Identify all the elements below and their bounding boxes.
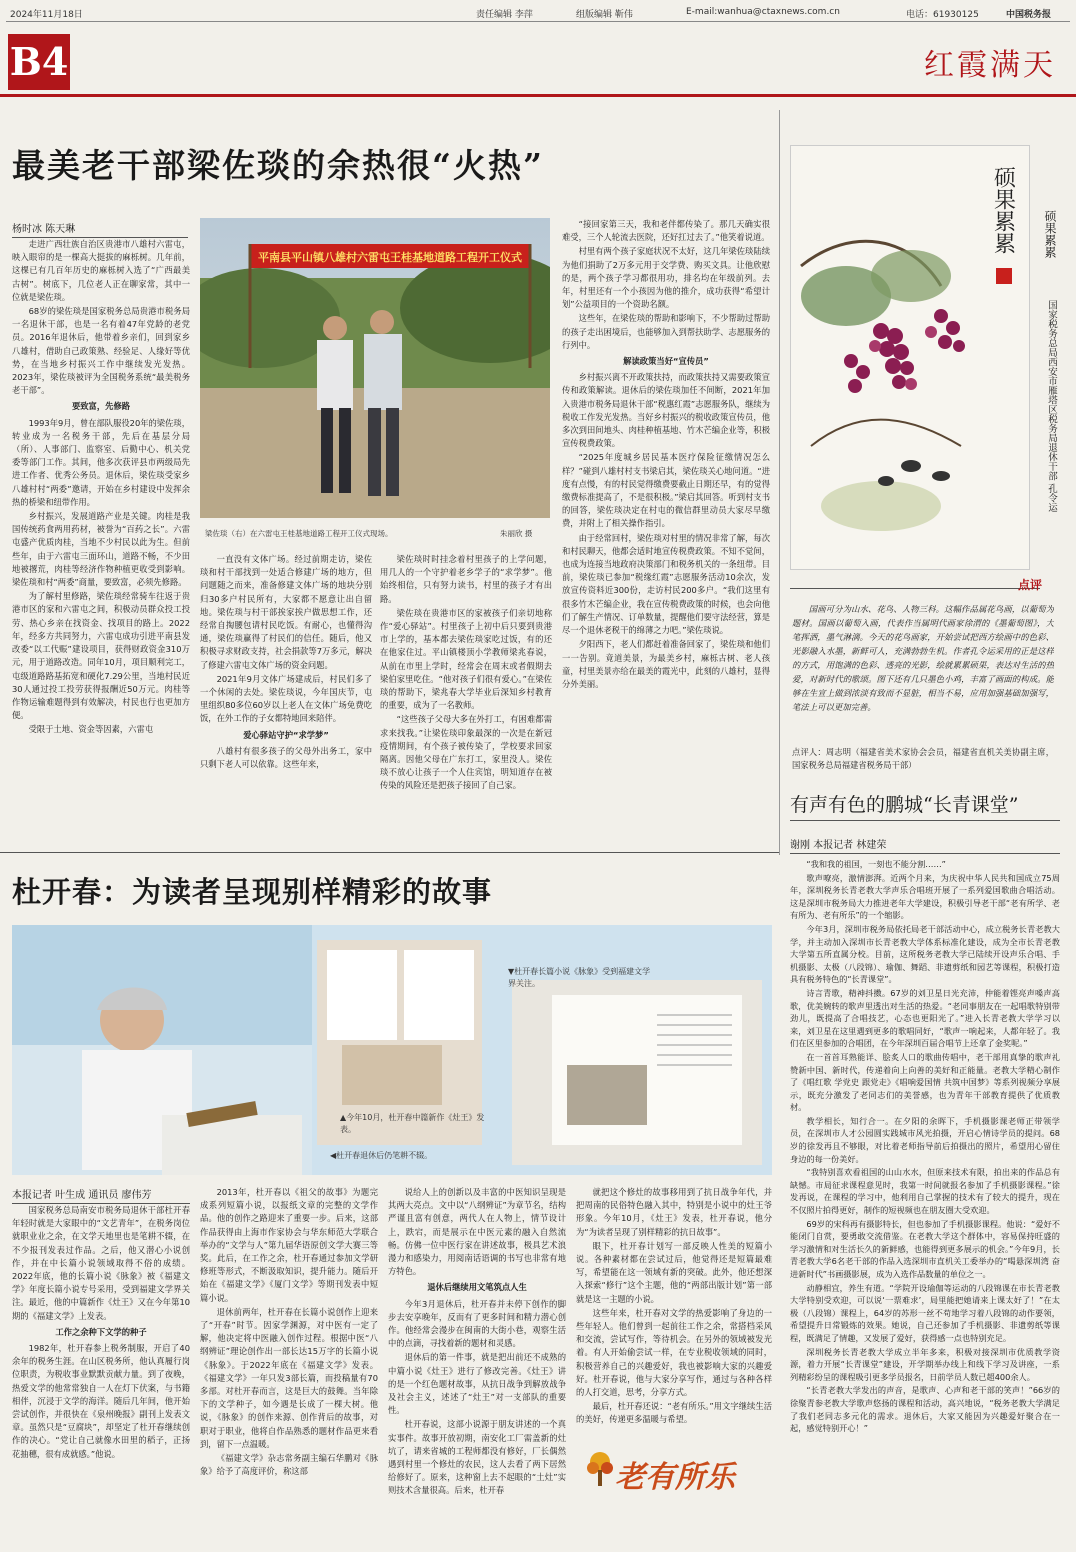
article2-column-1: 国家税务总局南安市税务局退休干部杜开春年轻时就是大家眼中的“文艺青年”，在税务岗位就职业业之余，在文学天地里也是笔耕不辍，在不少报刊发表过作品。之后，他又潜心小说创作，并在中长篇小说领域取得不俗的成绩。2022年底，他的长篇小说《脉象》被《福建文学》年度长篇小说专号采用，受到福建文学界关注。最近，他的中篇新作《灶王》又在今年第10期的《福建文学》上发表。 工作之余种下文学的种子 1982年，杜开春参上税务制服，开启了40余年的税务生涯。在山区税务所，他认真履行岗位职责，为税收事业默默贡献力量。到了夜晚，热爱文学的他常常独自一人在灯下伏案，与书籍相伴，沉浸于文学的海洋。随后几年间，他开始尝试创作，并很快在《泉州晚报》副刊上发表文章。虽然只是“豆腐块”，却坚定了杜开春继续创作的决心。“党让自己就像水田里的稻子，正扬花抽穗，很有成就感。”他说。 (12, 1205, 190, 1459)
article2-column-2: 2013年，杜开春以《祖父的故事》为题完成系列短篇小说，以报纸文章的完整的文学作品。他的创作之路迎来了重要一步。后来，这部作品获得由上海市作家协会与华东师范大学联合举办的“文学与人”第九届华语原创文学大赛三等奖。此后，在工作之余，杜开春通过参加文学研修班等形式，不断汲取知识，提升能力。随后开始在《福建文学》《厦门文学》等期刊发表中短篇小说。 退休前两年，杜开春在长篇小说创作上迎来了“开春”时节。因家学渊源，对中医有一定了解，他决定将中医融入创作过程。根据中医“八纲辨证”理论创作出一部长达15万字的长篇小说《脉象》。于2022年底在《福建文学》发表。《福建文学》一年只发3部长篇，而投稿量有70多部。对杜开春而言，这是巨大的鼓舞。当年除下的文学种子，如今遇是长成了一棵大树。他说，《脉象》的创作来源、创作背后的故事，对职对于职业，他将自作品熟悉的题材作品更来看到，留下一点温暖。 《福建文学》杂志常务副主编石华鹏对《脉象》给予了高度评价，称这部 (200, 1187, 378, 1477)
layout-editor: 组版编辑 靳伟 (576, 10, 633, 20)
paper-name: 中国税务报 (1006, 10, 1052, 20)
page-number-badge: B4 (8, 34, 70, 90)
article1-column-4: “接回家第三天，我和老伴都传染了。那几天确实很难受，三个人轮流去医院，还好扛过去了。”他笑着说道。 村里有两个孩子家庭状况不太好，这几年梁佐琰陆续为他们捐助了2万多元用于交学费、购买文具。让他欣慰的是，两个孩子学习都很用功，排名均在年级前列。去年，村里还有一个小孩因为他的推介，成功获得“希望计划”公益项目的一个资助名额。 这些年，在梁佐琰的帮助和影响下，不少帮助过帮助的孩子走出困境后，也能够加入到帮扶助学、志愿服务的行列中。 解读政策当好“宣传员” 乡村振兴离不开政策扶持，而政策扶持又需要政策宣传和政策解读。退休后的梁佐琰加任不间断，2021年加入贵港市税务局退休干部“税惠红霞”志愿服务队，继续为税收工作发光发热。当好乡村振兴的税收政策宣传员，他多次到田间地头、肉桂种植基地、竹木芒编企业等，积极宣传税费政策。 “2025年度城乡居民基本医疗保险征缴情况怎么样？”碰到八雄村村支书梁启其，梁佐琰关心地问道。“进度有点慢，有的村民觉得缴费要截止日期还早，有的觉得缴费标准提高了，不是很积极。”梁启其回答。听到村支书的回答，梁佐琰决定在村屯的微信群里动员大家尽早缴费，并附上了相关操作指引。 由于经常回村，梁佐琰对村里的情况非常了解，每次和村民聊天，他都会适时地宣传税费政策。不知不觉间，也成为连接当地政府决策部门和税务机关的一条纽带。目前，梁佐琰已参加“税缘红霞”志愿服务活动10余次，发放宣传资料近300份，走访村民200多户。“我们这里有很多竹木芒编企业，我在宣传税费政策的时候，也会向他们了解生产情况、订单数量，提醒他们要守法经营，算是尽一个退休老税干的绵薄之力吧。”梁佐琰说。 夕阳西下，老人们都赶着准备回家了，梁佐琰和他们一一告别。竟道美景，为最美乡村，麻栎古树、老人孩童，村里美景亦给在最美的霞光中，此刻的八雄村，显得分外美丽。 (562, 219, 770, 689)
article2-column-4: 就把这个修灶的故事移用到了抗日战争年代，并把周南的民俗特色融入其中，特别是小说中的灶王爷形象。今年10月，《灶王》发表，杜开春说，他分为“为读者呈现了别样精彩的抗日故事”。 眼下，杜开春计划写一部反映人性美的短篇小说。各种素材都在尝试过后，他觉得还是短篇最难写，希望能在这一领域有新的突破。此外，他还想深入探索“修行”这个主题，他的“两部出版计划”第一部就是这一主题的小说。 这些年来，杜开春对文学的热爱影响了身边的一些年轻人。他们曾到一起前往工作之余，常搭档采风和交流，尝试写作，等待机会。在另外的领域被发光着。有人开始偷尝试一样，在专业税收领域的同时，积极营养自己的兴趣爱好，我也被影响大家的兴趣爱好。杜开春说，他与大家分享写作，通过与各种各样的人打交道，思考，分享方式。 最后，杜开春还说：“老有所乐。”用文字继续生活的美好，传递更多温暖与希望。 (576, 1187, 772, 1425)
painting-image (790, 145, 1030, 570)
article1-title: 最美老干部梁佐琰的余热很“火热” (12, 146, 544, 185)
article2-title: 杜开春：为读者呈现别样精彩的故事 (12, 875, 493, 909)
section-divider (0, 852, 779, 853)
subheading: 退休后继续用文笔筑点人生 (427, 1282, 527, 1293)
article1-byline: 杨时冰 陈天琳 (12, 220, 188, 238)
article2-column-3: 说给人上的创新以及丰富的中医知识呈现是其两大亮点。文中以“八纲辨证”为章节名，结构严谨且富有创意，两代人在人物上，情节设计上，跌宕，而是展示在中医元素的融入自然流畅。仿佛一位中医行家在讲述故事，极具艺术浪漫力和感染力，用阅南话语调的书写也非常有地方特色。 退休后继续用文笔筑点人生 今年3月退休后，杜开春并未停下创作的脚步去安享晚年，反而有了更多时间和精力潜心创作。他经常会漫步在闽南的大街小巷，观察生活中的点滴，寻找着新的题材和灵感。 退休后的第一件事，就是把出前还不成熟的中篇小说《灶王》进行了修改完善。《灶王》讲的是一个红色题材故事，从抗日战争到解放战争及社会主义，述述了“灶王”对一支部队的重要性。 杜开春说，这部小说源于朋友讲述的一个真实事件。故事开放初期，南安化工厂需盖新的灶坑了，请来省城的工程师都没有修好，厂长偶然遇到村里一个修灶的农民，这人去看了两下居然给修好了。原来，这种窗上去不起眼的“土灶”实则技术含量很高。后来，杜开春 (388, 1187, 566, 1496)
ceremony-photo-illustration (200, 218, 550, 518)
article2-photo-collage (12, 925, 772, 1175)
subheading: 要致富，先修路 (71, 401, 131, 412)
commentary-tag: 点评 (1018, 578, 1043, 592)
article1-column-1: 走进广西壮族自治区贵港市八雄村六雷屯，映入眼帘的是一棵高大挺拔的麻栎树。几年前，这棵已有几百年历史的麻栎树入选了“广西最美古树”。树底下，几位老人正在聊家常，其中一位就是梁佐琰。 68岁的梁佐琰是国家税务总局贵港市税务局一名退休干部，也是一名有着47年党龄的老党员。2016年退休后，他带着乡亲们，回到家乡八雄村，借助自己政策熟、经验足、人缘好等优势，在当地乡村振兴工作中继续发光发热。2023年，梁佐琰被评为全国税务系统“最美税务老干部”。 要致富，先修路 1993年9月，曾在部队服役20年的梁佐琰，转业成为一名税务干部，先后在基层分局（所）、人事部门、监察室、后勤中心、机关党委等部门工作。其间，他多次获评县市两级局先进工作者、优秀公务员。退休后，梁佐琰受家乡八雄村村“两委”邀请，开始在乡村建设中发挥余热的桥梁和纽带作用。 乡村振兴，发展道路产业是关键。肉桂是我国传统药食两用药材，被誉为“百药之长”。六雷屯盛产优质肉桂，当地不少村民以此为生。但前些年，由于六雷屯三面环山，道路不畅，不少田地被撂荒，肉桂等经济作物种植更收受到影响。梁佐琰和村“两委”商量，要致富，必须先修路。 为了解村里修路，梁佐琰经常骑车往返于贵港市区的家和六雷屯之间，积极动员群众投工投劳、热心乡亲在找资金、找项目的路上。2022年，经多方共同努力，六雷屯成功引进平南县发改委“以工代赈”建设项目，获得财政资金310万元，用于道路改造。同年10月，项目顺利完工，屯级道路路基拓宽和硬化7.29公里，当地村民近30人通过投工投劳获得报酬近50万元。肉桂等作物运输难题得到有效解决，村民也行也更加方便。 受限于土地、资金等因素，六雷屯 (12, 239, 190, 735)
commentary-rule (790, 588, 1040, 589)
tree-logo-icon (585, 1450, 615, 1488)
article1-column-2: 一直没有文体广场。经过前期走访，梁佐琰和村干部找到一处适合修建广场的地方，但问题随之而来，准备修建文体广场的地块分别归30多户村民所有，大家都不愿意让出自留地。梁佐琰与村干部挨家挨户做思想工作，还经常自掏腰包请村民吃饭。有耐心，也懂得沟通，梁佐琰赢得了村民们的信任。随后，他又积极寻求财政支持，社会捐款等7万多元，解决了修建六雷屯文体广场的资金问题。 2021年9月文体广场建成后，村民们多了一个休闲的去处。梁佐琰说，今年国庆节，屯里组织80多位60岁以上老人在文体广场免费吃饭，在外工作的子女都特地回来陪伴。 爱心驿站守护“求学梦” 八雄村有很多孩子的父母外出务工，家中只剩下老人可以依靠。这些年来， (200, 554, 372, 770)
subheading: 解读政策当好“宣传员” (623, 356, 709, 367)
phone: 电话：61930125 (906, 10, 979, 20)
article3-byline: 谢刚 本报记者 林建荣 (790, 836, 1060, 854)
grape-painting-illustration (791, 146, 1031, 571)
section-title: 红霞满天 (924, 48, 1056, 83)
article1-photo-credit: 朱丽欣 摄 (500, 529, 533, 538)
subheading: 爱心驿站守护“求学梦” (243, 729, 329, 740)
commentary-text: 国画可分为山水、花鸟、人物三科。这幅作品属花鸟画，以葡萄为题材。国画以葡萄入画，代表作当属明代画家徐渭的《墨葡萄图》，大笔挥洒，墨气淋漓。今天的花鸟画家，开始尝试把西方绘画中的色彩、光影融入水墨，新鲜可人，充满勃勃生机。作者孔令运采用的正是这样的方式，用饱满的色彩、透亮的光影，绘就累累硕果，表达对生活的热爱，对新时代的歌颂。图下还有几只墨色小鸡，丰富了画面的构成。能够在生宣上做到浓淡有致而不显脏，相当不易，应用加强基础加强写，笔法上可以更加完善。 (792, 604, 1054, 712)
article3-body: “我和我的祖国，一刻也不能分割……” 歌声嘹亮，激情澎湃。近两个月来，为庆祝中华人民共和国成立75周年，深圳税务长青老教大学声乐合唱班开展了一系列爱国歌曲合唱活动。这是深圳市税务局大力推进老年大学建设，积极引导老干部“老有所学、老有所为、老有所乐”的一个缩影。 今年3月，深圳市税务局依托局老干部活动中心，成立税务长青老教大学，并主动加入深圳市长青老教大学体系标准化建设，成为全市长青老教大学第五所直属分校。目前，这所税务老教大学已陆续开设声乐合唱、手机摄影、太极（八段锦）、瑜伽、舞蹈、非遗剪纸和园艺等课程，积极打造具有税务特色的“长青课堂”。 诗言青歌，精神抖擞。67岁的刘卫星日光充沛，仲能着铿亮声嗓声高歌，优美婉转的歌声里透出对生活的热爱。“老同事朋友在一起唱歌特别带劲儿，既提高了合唱技艺，心态也更阳光了。”进入长青老教大学学习以来，刘卫星在这里遇到更多的歌唱同好，“歌声一响起来，人都年轻了。我们在区里参加的合唱团，在今年深圳百届合唱节上还拿了金奖呢。” 在一首首耳熟能详、脍炙人口的歌曲传唱中，老干部用真挚的歌声礼赞新中国、新时代，传递着向上向善的美好和正能量。老教大学精心制作了《唱红歌 学党史 跟党走》《唱响爱国情 共筑中国梦》等系列视频分享展示，既充分激发了老同志们的美誉感，也为青年干部教育提供了优质教材。 教学相长，知行合一。在夕阳的余晖下，手机摄影课老师正带领学员，在深圳市人才公园圆实践城市风光拍摄，开启心情诗学员的提问。68岁的徐发再且不够眼，对比着老师指导前后拍摄出的照片，希望用心留住身边的每一份美好。 “我特别喜欢看祖国的山山水水，但原来技术有限，拍出来的作品总有缺憾。市局征求课程意见时，我第一时间就报名参加了手机摄影课程。”徐发再说，在课程的学习中，他利用自己掌握的技术有了较大的提升，现在不仅照片拍得更好，制作的短视频也在朋友圈大受欢迎。 69岁的宋科再有摄影特长，但也参加了手机摄影课程。他说：“爱好不能闭门自赏，要勇敢交流借鉴。在老教大学这个群体中，容易保持旺盛的学习激情和对生活长久的新鲜感，也能得到更多展示的机会。”今年9月，长青老教大学6名老干部的作品入选深圳市直机关工委举办的“喝悬深圳湾 奋进新时代”书画摄影展，成为入选作品数量的单位之一。 动静相宜，养生有道。“学院开设瑜伽等运动的八段锦课在市长青老教大学特别受欢迎，可以说‘一票难求’，局里能把她请来上课太好了！”在太极（八段锦）课程上，64岁的苏形一丝不苟地学习着八段锦的动作要领，希望提升日常锻炼的效果。她说，自己还参加了手机摄影、非遗剪纸等课程，既满足了情趣，又发展了爱好，获得感一点也特别充足。 深圳税务长青老教大学成立半年多来，积极对接深圳市优质教学资源，着力开展“长青课堂”建设，开学期举办线上和线下学习及讲座，一系列精彩纷呈的课程吸引更多学员报名，日前学员人数已超400余人。 “长青老教大学发出的声音，是歌声、心声和老干部的笑声！”66岁的徐聚青参老教大学歌声悠扬的课程和活动，高兴地说，“税务老教大学满足了我们老同志多元化的需求。退休后，大家又能因为兴趣爱好聚合在一起，感觉特别开心！” (790, 859, 1060, 1434)
article1-photo-caption: 梁佐琰（右）在六雷屯王桂基地道路工程开工仪式现场。 (205, 529, 393, 538)
commentary-reviewer: 点评人：周志明（福建省美术家协会会员，福建省直机关美协副主席，国家税务总局福建省税务局干部） (792, 747, 1054, 770)
article1-photo (200, 218, 550, 518)
header-rule (0, 94, 1076, 97)
author-books-illustration (12, 925, 772, 1175)
issue-date: 2024年11月18日 (10, 10, 83, 20)
painting-calligraphy: 硕果累累 (990, 166, 1016, 254)
caption-book: ▼杜开春长篇小说《脉象》受到福建文学界关注。 (508, 967, 651, 988)
banner-text: 平南县平山镇八雄村六雷屯王桂基地道路工程开工仪式 (258, 251, 522, 264)
painting-author: 国家税务总局西安市雁塔区税务局退休干部 孔令运 (1046, 300, 1057, 513)
article3-rule (790, 820, 1060, 821)
column-divider (779, 110, 780, 855)
subheading: 工作之余种下文学的种子 (55, 1326, 147, 1337)
seal-stamp (996, 268, 1012, 284)
editor: 责任编辑 李萍 (476, 10, 533, 20)
article2-byline: 本报记者 叶生成 通讯员 廖伟芳 (12, 1186, 190, 1204)
page-header (6, 4, 1070, 22)
article1-column-3: 梁佐琰时时挂念着村里孩子的上学问题，用几人的一个守护着老乡学子的“求学梦”。他始终相信，只有努力读书，村里的孩子才有出路。 梁佐琰在贵港市区的家被孩子们亲切地称作“爱心驿站”。村里孩子上初中后只要到贵港市上学的，基本都去梁佐琰家吃过饭，有的还在他家住过。平山镇楼顶小学教师梁兆春说，从前在市里上学时，经常会在周末或者假期去梁伯家里吃住。“他对孩子们很有爱心。”在梁佐琰的帮助下，梁兆春大学毕业后深知乡村教育的重要，成为了一名教师。 “这些孩子父母大多在外打工，有困难都需求来找我。”让梁佐琰印象最深的一次是在新冠疫情期间，有个孩子被传染了，学校要求回家隔离。因他父母在广东打工，家里没人。梁佐琰不放心让孩子一个人住宾馆，明知道存在被传染的风险还是把孩子接回了自己家。 (380, 554, 552, 791)
caption-writer: ◀杜开春退休后仍笔耕不辍。 (330, 1151, 433, 1160)
painting-title: 硕果累累 (1043, 210, 1057, 258)
email: E-mail:wanhua@ctaxnews.com.cn (686, 7, 840, 17)
article3-title: 有声有色的鹏城“长青课堂” (790, 794, 1019, 816)
caption-new-work: ▲今年10月，杜开春中篇新作《灶王》发表。 (340, 1113, 485, 1134)
column-logo: 老有所乐 (615, 1460, 735, 1495)
